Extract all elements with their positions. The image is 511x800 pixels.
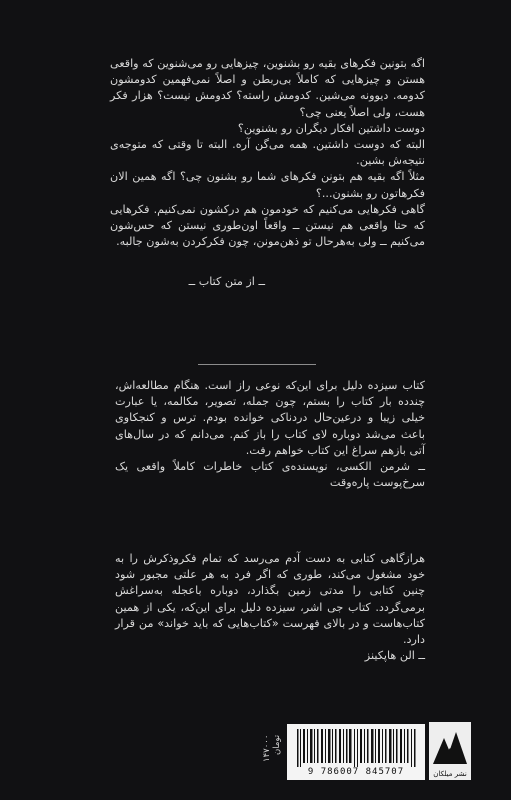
barcode (287, 724, 425, 780)
excerpt-paragraph-3: البته که دوست داشتین. همه می‌گن آره. البته تا وقتی که متوجه‌ی نتیجه‌ش بشین. (110, 138, 425, 168)
publisher-name: نشر میلکان (433, 770, 467, 778)
mountain-icon (429, 724, 471, 768)
publisher-logo (429, 722, 471, 780)
review-2-text: هرازگاهی کتابی به دست آدم می‌رسد که تمام فکرو‌ذکرش را به خود مشغول می‌کند، طوری که اگر فرد به هر علتی مجبور شود چنین کتابی را مدتی زمین بگذارد، دوباره باعجله به‌سراغش برمی‌گردد. کتاب جی اشر، سیزده دلیل برای این‌که، یکی از همین کتاب‌هاست و در بالای فهرست «کتاب‌هایی که باید خواند» من قرار دارد. (115, 552, 425, 647)
excerpt-block (110, 56, 425, 291)
excerpt-paragraph-2: دوست داشتین افکار دیگران رو بشنوین؟ (237, 121, 425, 135)
price-label: ۱۴۷۰۰۰ تومان (262, 735, 282, 763)
excerpt-paragraph-5: گاهی فکرهایی می‌کنیم که خودمون هم درکشون نمی‌کنیم. فکرهایی که حتا واقعی هم نیستن ــ واقعاً اون‌طوری نیستن که حس‌شون می‌کنیم ــ ولی به‌هرحال تو ذهن‌مونن، چون فکرکردن به‌شون جالبه. (110, 202, 425, 249)
excerpt-paragraph-4: مثلاً اگه بقیه هم بتونن فکرهای شما رو بشنون چی؟ اگه همین الان فکرهاتون رو بشنون...؟ (110, 170, 425, 200)
section-divider (198, 364, 316, 365)
excerpt-paragraph-1: اگه بتونین فکرهای بقیه رو بشنوین، چیزهایی رو می‌شنوین که واقعی هستن و چیزهایی که کاملاً بی‌ربطن و اصلاً نمی‌فهمین کدومشون کدومه. دیوونه می‌شین. کدومش راسته؟ کدومش نیست؟ هزار فکر هست، ولی اصلاً یعنی چی؟ (110, 57, 425, 119)
review-block-2 (115, 551, 425, 664)
excerpt-source: ــ از متن کتاب ــ (188, 275, 265, 289)
review-1-text: کتاب سیزده دلیل برای این‌که نوعی راز است. هنگام مطالعه‌اش، چندده بار کتاب را بستم، چون جمله، تصویر، مکالمه، یا عبارت خیلی زیبا و درعین‌حال دردناکی خوانده بودم. ترس و کنجکاوی باعث می‌شد دوباره لای کتاب را باز کنم. می‌دانم که در سال‌های آتی بازهم سراغ این کتاب خواهم رفت. (115, 379, 425, 457)
review-block-1 (115, 378, 425, 491)
barcode-number: 9 786007 845707 (307, 767, 405, 777)
barcode-bars (287, 727, 425, 771)
review-2-attribution: ــ الن هاپکینز (364, 649, 425, 663)
review-1-attribution: ــ شرمن الکسی، نویسنده‌ی کتاب خاطرات کاملاً واقعی یک سرخ‌پوست پاره‌وقت (115, 460, 425, 490)
